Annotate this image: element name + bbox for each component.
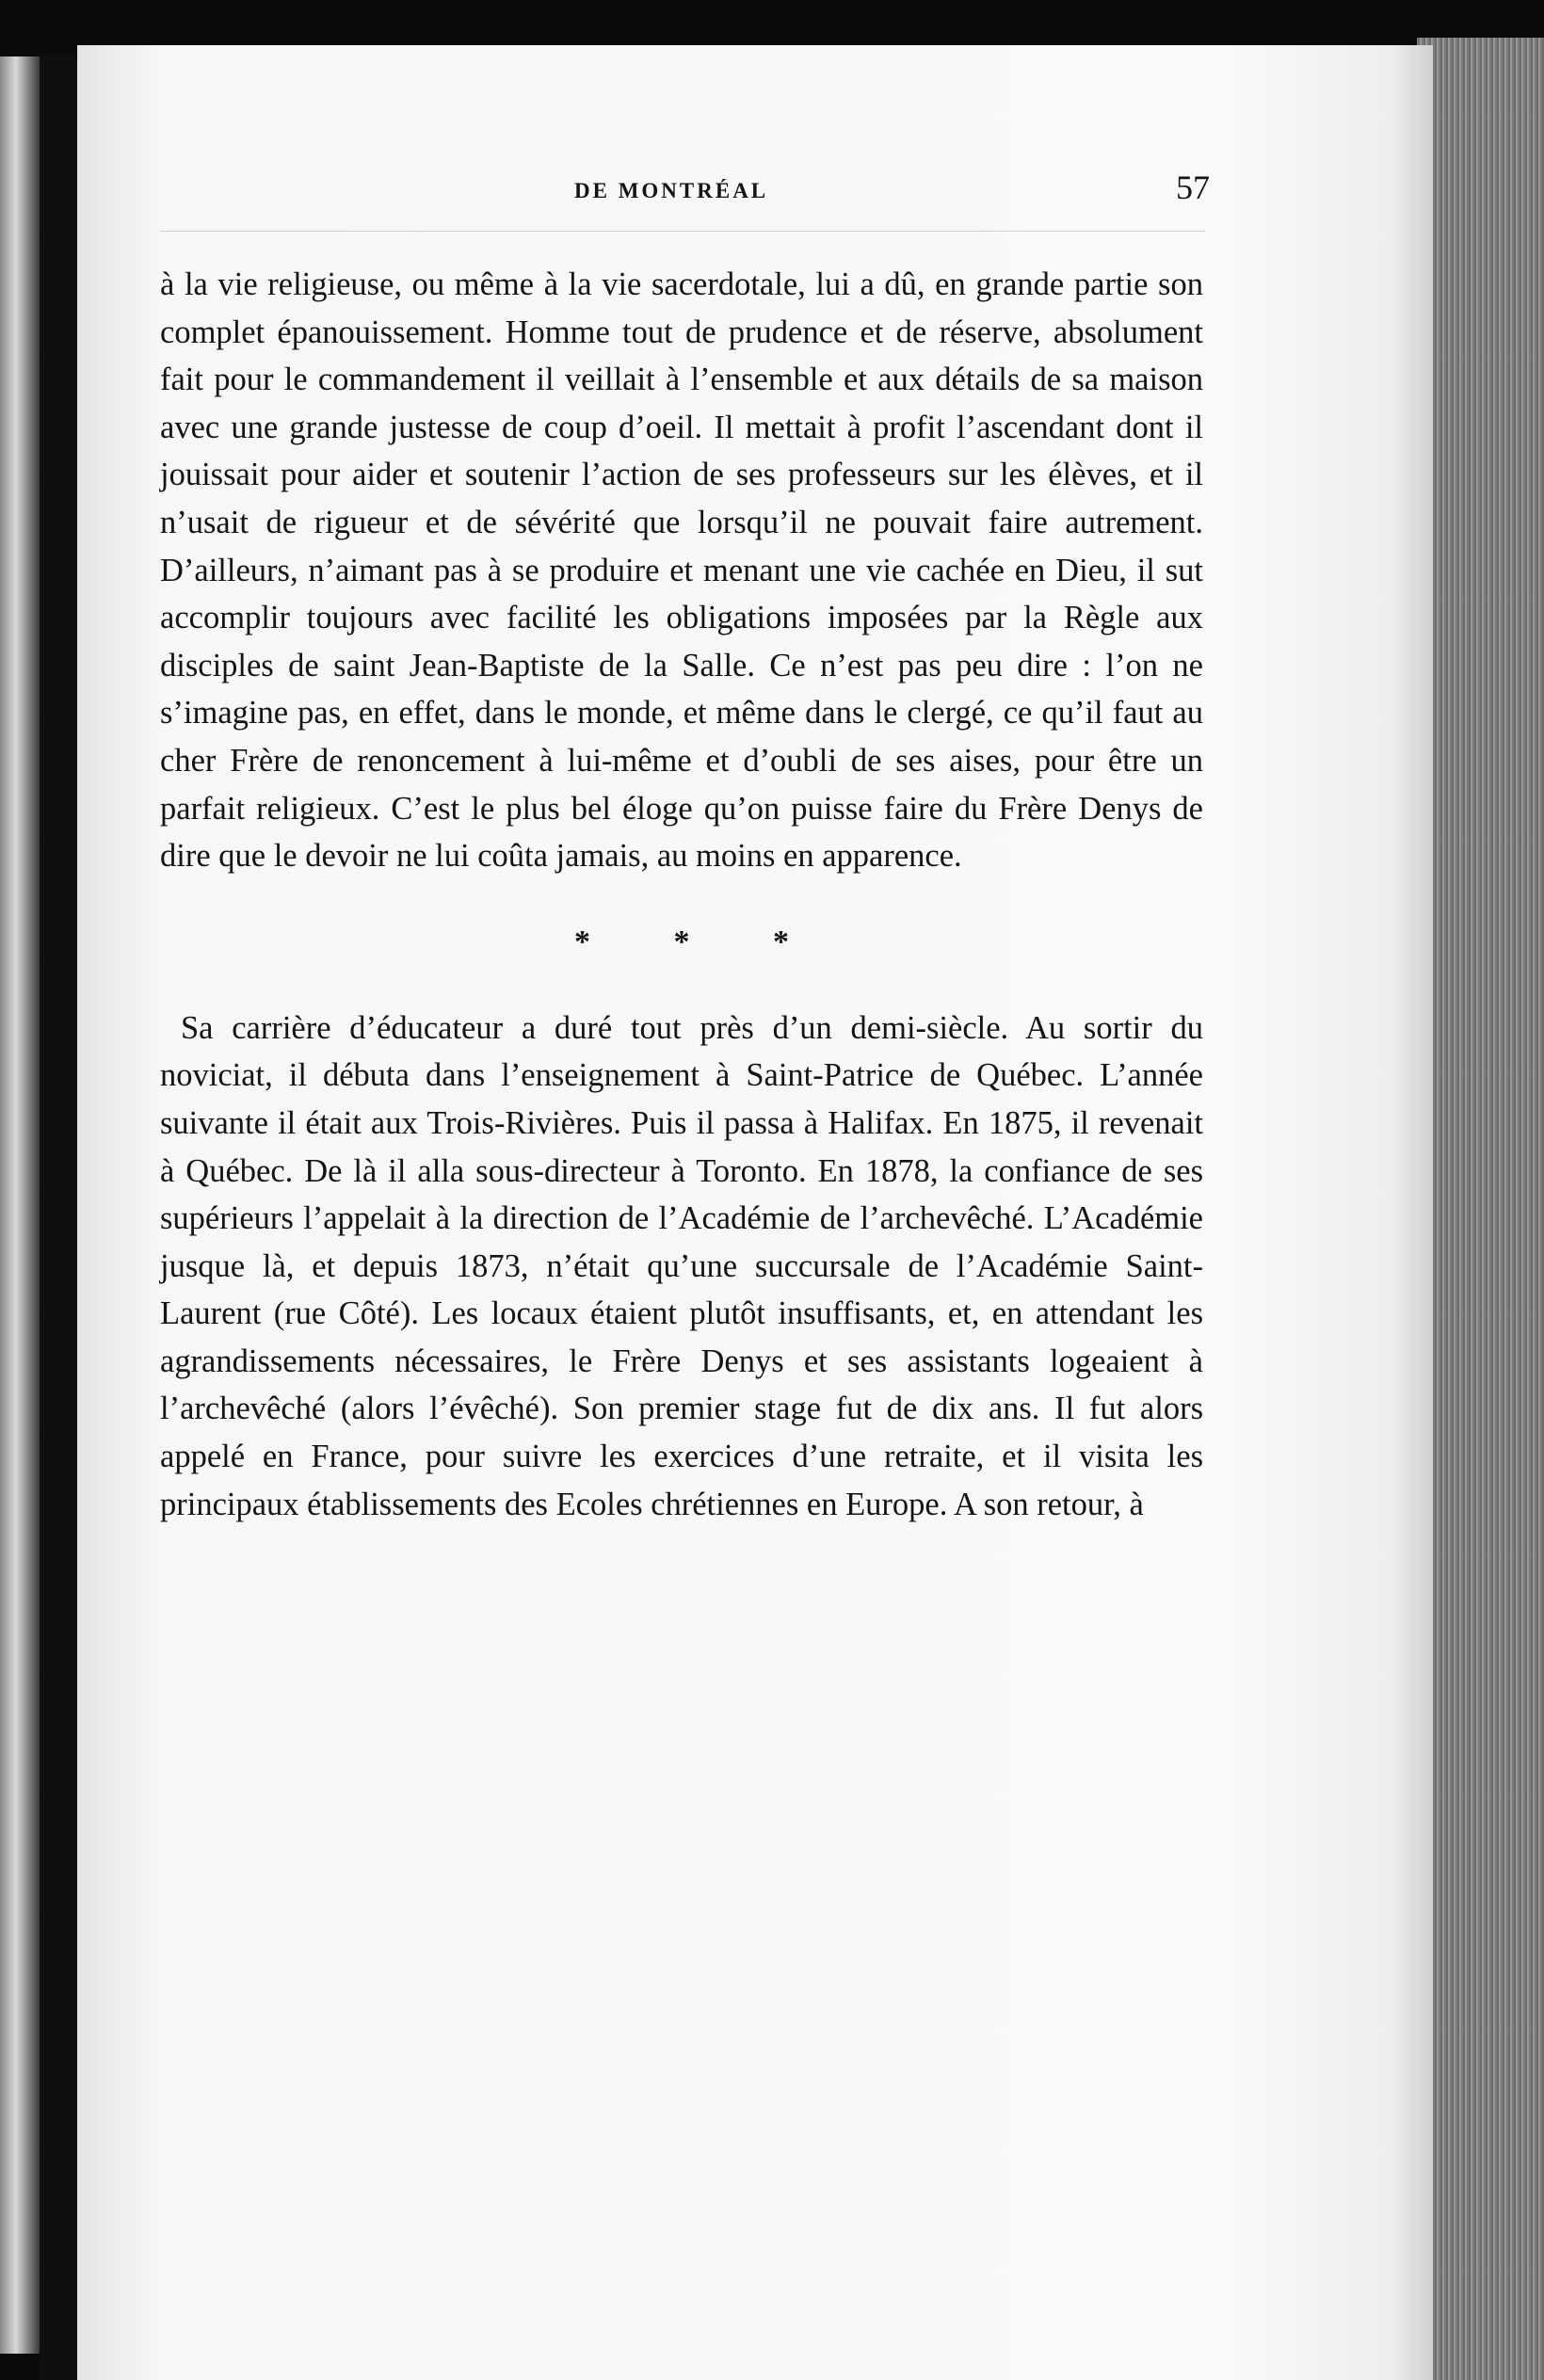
- running-head: DE MONTRÉAL: [574, 179, 769, 202]
- section-separator: * * *: [574, 924, 827, 959]
- left-page-edge: [0, 56, 40, 2354]
- paragraph-1: à la vie religieuse, ou même à la vie sacerdotale, lui a dû, en grande partie son complet épanouissement. Homme tout de prudence et de réserve, absolument fait pour le commandement il veillait à l’ensemble et aux détails de sa maison avec une grande justesse de coup d’oeil. Il mettait à profit l’ascendant dont il jouissait pour aider et soutenir l’action de ses professeurs sur les élèves, et il n’usait de rigueur et de sévérité que lorsqu’il ne pouvait faire autrement. D’ailleurs, n’aimant pas à se produire et menant une vie cachée en Dieu, il sut accomplir toujours avec facilité les obligations imposées par la Règle aux disciples de saint Jean-Baptiste de la Salle. Ce n’est pas peu dire : l’on ne s’imagine pas, en effet, dans le monde, et même dans le clergé, ce qu’il faut au cher Frère de renoncement à lui-même et d’oubli de ses aises, pour être un parfait religieux. C’est le plus bel éloge qu’on puisse faire du Frère Denys de dire que le devoir ne lui coûta jamais, au moins en apparence.: [160, 266, 1203, 875]
- book-gutter: [40, 56, 77, 2380]
- header-rule: [160, 231, 1205, 232]
- page-body: [160, 261, 1203, 1528]
- page-header: [146, 166, 1210, 222]
- page-stack-edge: [1417, 38, 1544, 2380]
- page-number: 57: [1176, 169, 1210, 206]
- paragraph-2: Sa carrière d’éducateur a duré tout près d’un demi-siècle. Au sortir du noviciat, il débuta dans l’enseignement à Saint-Patrice de Québec. L’année suivante il était aux Trois-Rivières. Puis il passa à Halifax. En 1875, il revenait à Québec. De là il alla sous-directeur à Toronto. En 1878, la confiance de ses supérieurs l’appelait à la direction de l’Académie de l’archevêché. L’Académie jusque là, et depuis 1873, n’était qu’une succursale de l’Académie Saint-Laurent (rue Côté). Les locaux étaient plutôt insuffisants, et, en attendant les agrandissements nécessaires, le Frère Denys et ses assistants logeaient à l’archevêché (alors l’évêché). Son premier stage fut de dix ans. Il fut alors appelé en France, pour suivre les exercices d’une retraite, et il visita les principaux établissements des Ecoles chrétiennes en Europe. A son retour, à: [160, 1009, 1203, 1522]
